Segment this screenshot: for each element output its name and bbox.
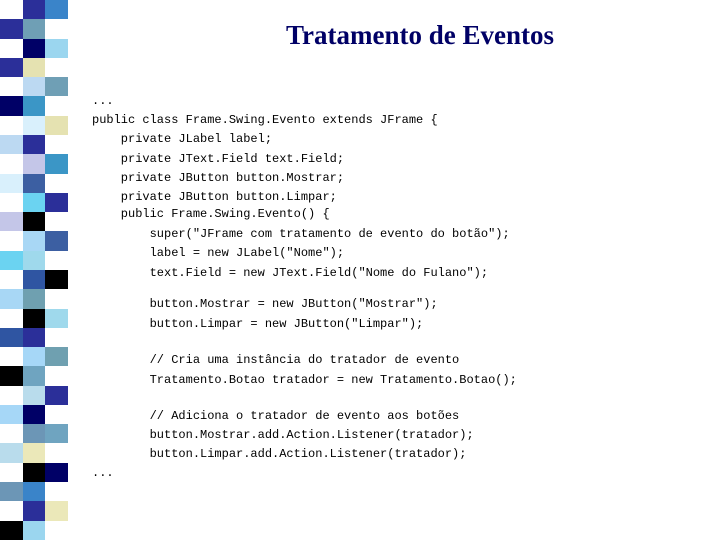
stripe-block: [45, 366, 68, 385]
stripe-block: [45, 463, 68, 482]
code-line: button.Limpar.add.Action.Listener(tratador);: [92, 447, 467, 461]
stripe-block: [45, 39, 68, 58]
stripe-row: [0, 0, 68, 19]
stripe-block: [23, 193, 46, 212]
stripe-block: [45, 19, 68, 38]
stripe-row: [0, 193, 68, 212]
stripe-block: [23, 0, 46, 19]
stripe-block: [0, 463, 23, 482]
stripe-block: [23, 116, 46, 135]
code-line: button.Mostrar.add.Action.Listener(tratador);: [92, 428, 474, 442]
stripe-block: [0, 231, 23, 250]
stripe-block: [45, 231, 68, 250]
stripe-block: [45, 347, 68, 366]
stripe-block: [0, 270, 23, 289]
stripe-block: [23, 482, 46, 501]
stripe-block: [23, 154, 46, 173]
stripe-block: [23, 19, 46, 38]
code-line: // Adiciona o tratador de evento aos botões: [92, 409, 460, 423]
slide-title: Tratamento de Eventos: [286, 20, 554, 50]
stripe-row: [0, 77, 68, 96]
stripe-block: [23, 135, 46, 154]
code-line: private JButton button.Mostrar;: [92, 170, 345, 185]
stripe-block: [0, 366, 23, 385]
stripe-row: [0, 19, 68, 38]
stripe-row: [0, 309, 68, 328]
stripe-row: [0, 231, 68, 250]
stripe-row: [0, 347, 68, 366]
stripe-block: [45, 96, 68, 115]
stripe-block: [45, 501, 68, 520]
stripe-block: [0, 77, 23, 96]
stripe-row: [0, 174, 68, 193]
stripe-block: [45, 251, 68, 270]
stripe-row: [0, 135, 68, 154]
stripe-block: [23, 424, 46, 443]
stripe-block: [45, 482, 68, 501]
stripe-block: [45, 424, 68, 443]
stripe-block: [45, 212, 68, 231]
stripe-block: [0, 424, 23, 443]
code-line: button.Mostrar = new JButton("Mostrar");: [92, 297, 438, 311]
stripe-block: [23, 328, 46, 347]
stripe-block: [45, 77, 68, 96]
stripe-row: [0, 405, 68, 424]
code-block-handler: [92, 351, 517, 390]
stripe-row: [0, 96, 68, 115]
stripe-row: [0, 443, 68, 462]
code-line: private JLabel label;: [92, 132, 273, 147]
stripe-block: [23, 270, 46, 289]
code-line: Tratamento.Botao tratador = new Tratamento.Botao();: [92, 372, 517, 387]
stripe-row: [0, 251, 68, 270]
stripe-block: [23, 501, 46, 520]
stripe-block: [0, 386, 23, 405]
stripe-block: [23, 386, 46, 405]
code-block-header: [92, 92, 438, 207]
code-line: public Frame.Swing.Evento() {: [92, 207, 330, 221]
stripe-block: [0, 251, 23, 270]
stripe-row: [0, 212, 68, 231]
stripe-row: [0, 386, 68, 405]
code-line: // Cria uma instância do tratador de evento: [92, 353, 460, 367]
stripe-block: [23, 405, 46, 424]
stripe-block: [0, 174, 23, 193]
stripe-block: [0, 212, 23, 231]
code-line: label = new JLabel("Nome");: [92, 246, 345, 260]
code-line: button.Limpar = new JButton("Limpar");: [92, 316, 424, 331]
stripe-block: [0, 347, 23, 366]
decorative-stripe: [0, 0, 68, 540]
code-block-constructor: [92, 205, 510, 283]
stripe-block: [23, 309, 46, 328]
stripe-block: [0, 135, 23, 154]
stripe-block: [0, 39, 23, 58]
stripe-block: [0, 58, 23, 77]
stripe-block: [45, 443, 68, 462]
stripe-row: [0, 270, 68, 289]
stripe-block: [0, 309, 23, 328]
stripe-row: [0, 463, 68, 482]
code-line: ...: [92, 94, 114, 108]
code-line: text.Field = new JText.Field("Nome do Fulano");: [92, 265, 489, 280]
stripe-block: [45, 0, 68, 19]
stripe-block: [0, 19, 23, 38]
stripe-block: [23, 212, 46, 231]
stripe-block: [45, 193, 68, 212]
code-line: super("JFrame com tratamento de evento do botão");: [92, 226, 510, 241]
code-line: ...: [92, 466, 114, 480]
stripe-row: [0, 39, 68, 58]
stripe-block: [45, 309, 68, 328]
stripe-block: [0, 443, 23, 462]
stripe-row: [0, 366, 68, 385]
stripe-block: [0, 328, 23, 347]
stripe-block: [23, 174, 46, 193]
stripe-block: [23, 58, 46, 77]
stripe-block: [0, 405, 23, 424]
stripe-block: [0, 0, 23, 19]
stripe-block: [45, 289, 68, 308]
stripe-block: [23, 347, 46, 366]
stripe-block: [45, 174, 68, 193]
stripe-block: [0, 96, 23, 115]
stripe-block: [45, 386, 68, 405]
stripe-block: [45, 135, 68, 154]
stripe-block: [45, 521, 68, 540]
stripe-block: [45, 154, 68, 173]
code-block-buttons: [92, 295, 438, 334]
stripe-block: [23, 289, 46, 308]
stripe-block: [0, 193, 23, 212]
stripe-block: [0, 289, 23, 308]
stripe-block: [23, 39, 46, 58]
stripe-block: [45, 405, 68, 424]
stripe-block: [0, 116, 23, 135]
stripe-block: [23, 231, 46, 250]
stripe-row: [0, 521, 68, 540]
stripe-block: [0, 521, 23, 540]
stripe-block: [23, 366, 46, 385]
stripe-row: [0, 289, 68, 308]
stripe-block: [23, 463, 46, 482]
code-line: private JButton button.Limpar;: [92, 190, 337, 205]
code-block-listeners: [92, 407, 474, 483]
stripe-block: [0, 482, 23, 501]
stripe-block: [23, 443, 46, 462]
stripe-block: [23, 77, 46, 96]
stripe-row: [0, 116, 68, 135]
stripe-row: [0, 328, 68, 347]
stripe-block: [45, 328, 68, 347]
code-line: public class Frame.Swing.Evento extends JFrame {: [92, 113, 438, 128]
stripe-block: [45, 116, 68, 135]
stripe-row: [0, 58, 68, 77]
stripe-row: [0, 482, 68, 501]
stripe-block: [23, 96, 46, 115]
stripe-block: [45, 270, 68, 289]
stripe-block: [23, 521, 46, 540]
stripe-block: [23, 251, 46, 270]
stripe-row: [0, 154, 68, 173]
stripe-row: [0, 501, 68, 520]
code-line: private JText.Field text.Field;: [92, 151, 345, 166]
stripe-block: [0, 154, 23, 173]
stripe-block: [0, 501, 23, 520]
stripe-row: [0, 424, 68, 443]
stripe-block: [45, 58, 68, 77]
